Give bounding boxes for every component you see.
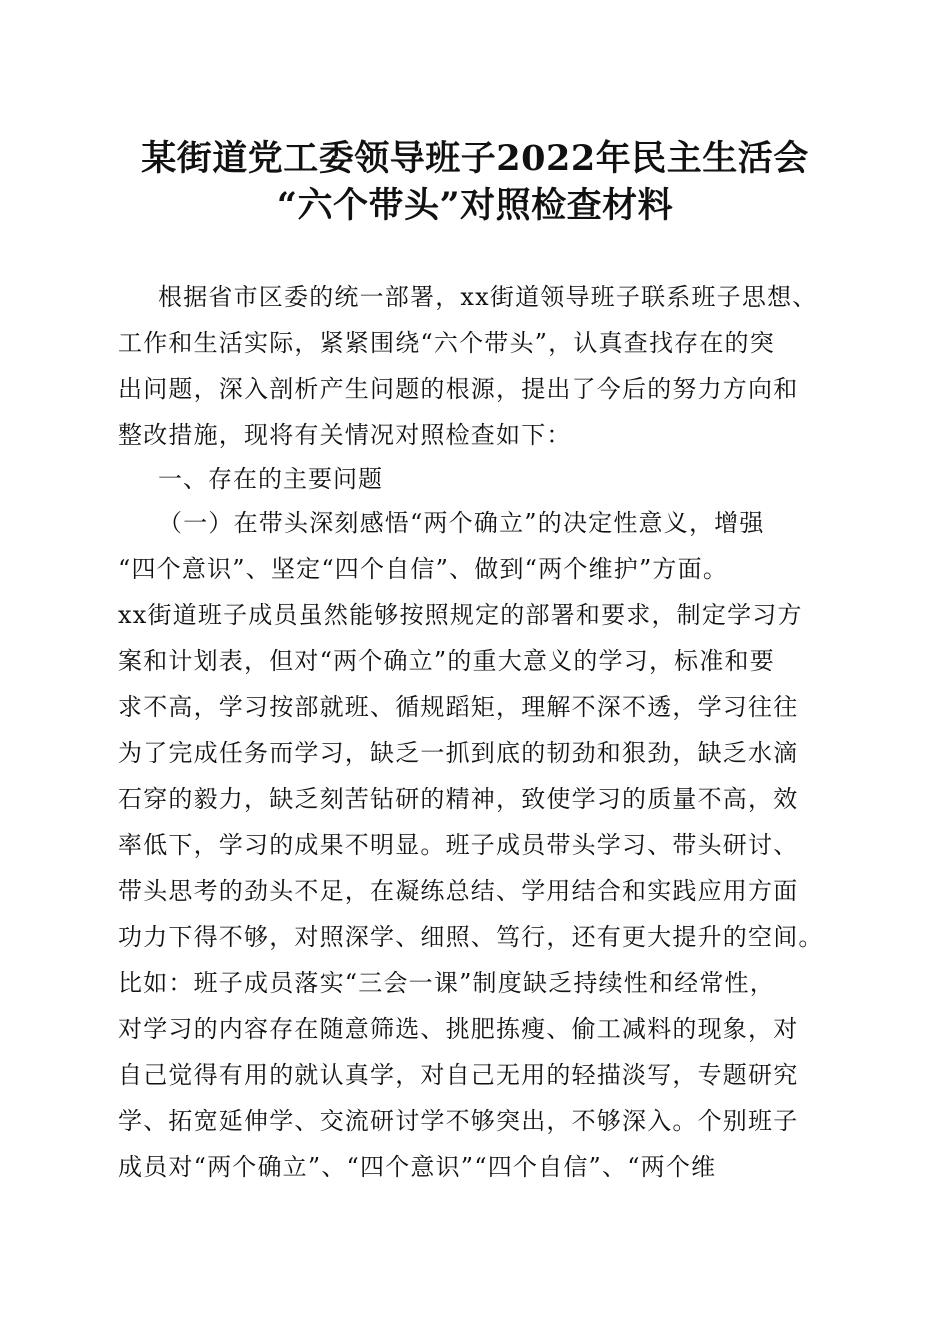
document-title-line-1: 某街道党工委领导班子2022年民主生活会 [141,138,809,179]
body-line: xx街道班子成员虽然能够按照规定的部署和要求，制定学习方 [118,601,803,629]
body-line: 带头思考的劲头不足，在凝练总结、学用结合和实践应用方面 [118,877,799,905]
body-line: 率低下，学习的成果不明显。班子成员带头学习、带头研讨、 [118,831,799,859]
body-line: 比如：班子成员落实“三会一课”制度缺乏持续性和经常性， [118,969,775,997]
intro-line: 整改措施，现将有关情况对照检查如下： [118,421,572,449]
document-title-line-2: “六个带头”对照检查材料 [276,185,674,226]
body-line: 功力下得不够，对照深学、细照、笃行，还有更大提升的空间。 [118,923,824,951]
body-line: 案和计划表，但对“两个确立”的重大意义的学习，标准和要 [118,647,775,675]
body-line: 求不高，学习按部就班、循规蹈矩，理解不深不透，学习往往 [118,693,799,721]
section-heading: 一、存在的主要问题 [158,465,383,493]
intro-line: 工作和生活实际，紧紧围绕“六个带头”，认真查找存在的突 [118,329,775,357]
body-line: 学、拓宽延伸学、交流研讨学不够突出，不够深入。个别班子 [118,1107,799,1135]
body-line: 对学习的内容存在随意筛选、挑肥拣瘦、偷工减料的现象，对 [118,1015,799,1043]
subsection-line: （一）在带头深刻感悟“两个确立”的决定性意义，增强 [158,509,765,537]
subsection-line: “四个意识”、坚定“四个自信”、做到“两个维护”方面。 [118,555,729,583]
intro-line: 根据省市区委的统一部署，xx街道领导班子联系班子思想、 [158,283,818,311]
intro-line: 出问题，深入剖析产生问题的根源，提出了今后的努力方向和 [118,375,799,403]
body-line: 石穿的毅力，缺乏刻苦钻研的精神，致使学习的质量不高，效 [118,785,799,813]
body-line: 为了完成任务而学习，缺乏一抓到底的韧劲和狠劲，缺乏水滴 [118,739,799,767]
body-line: 自己觉得有用的就认真学，对自己无用的轻描淡写，专题研究 [118,1061,799,1089]
body-line: 成员对“两个确立”、“四个意识”“四个自信”、“两个维 [118,1153,717,1181]
